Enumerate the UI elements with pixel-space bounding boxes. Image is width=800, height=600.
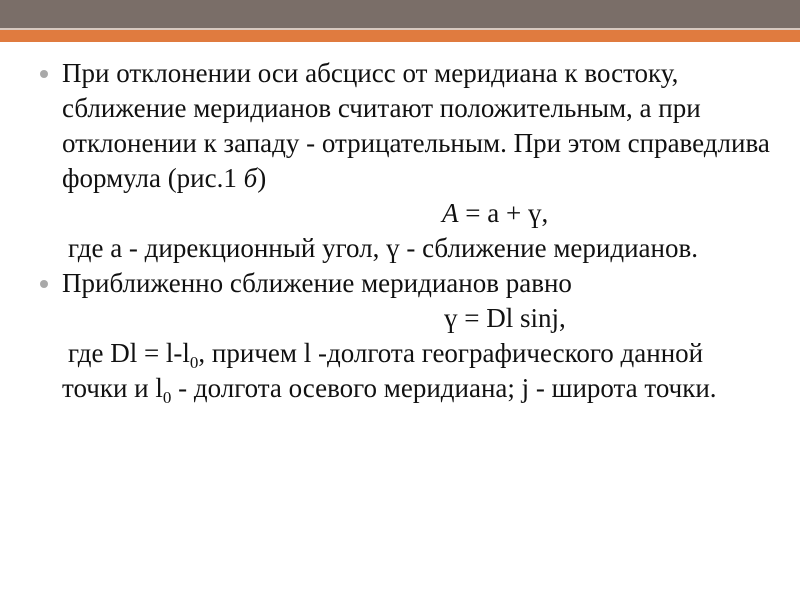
title-band bbox=[0, 0, 800, 28]
explanation-part: где Dl = l-l bbox=[68, 338, 190, 368]
explanation-part: - долгота осевого меридиана; j - широта точки. bbox=[171, 373, 717, 403]
explanation-1: где а - дирекционный угол, ү - сближение меридианов. bbox=[68, 233, 698, 263]
formula-variable: А bbox=[442, 198, 459, 228]
formula-expression: = а + ү, bbox=[458, 198, 549, 228]
bullet-text: Приближенно сближение меридианов равно bbox=[62, 268, 572, 298]
bullet-dot bbox=[40, 280, 48, 288]
bullet-item-1 bbox=[40, 56, 770, 196]
figure-letter: б bbox=[243, 163, 258, 193]
explanation-part: , причем l -долгота географического данной точки и l bbox=[62, 338, 704, 403]
paren-close: ) bbox=[257, 163, 267, 193]
bullet-text: При отклонении оси абсцисс от меридиана к востоку, сближение меридианов считают положительным, а при отклонении к западу - отрицательным. При этом справедлива формула (рис.1 bbox=[62, 58, 770, 193]
formula-2: ү = Dl sinj, bbox=[444, 303, 566, 333]
bullet-dot bbox=[40, 70, 48, 78]
bullet-item-2 bbox=[40, 266, 770, 301]
explanation-2 bbox=[40, 336, 770, 406]
accent-bar bbox=[0, 28, 800, 42]
formula-1 bbox=[40, 196, 770, 231]
subscript: 0 bbox=[189, 353, 199, 372]
subscript: 0 bbox=[162, 388, 172, 407]
slide-content bbox=[40, 56, 770, 406]
